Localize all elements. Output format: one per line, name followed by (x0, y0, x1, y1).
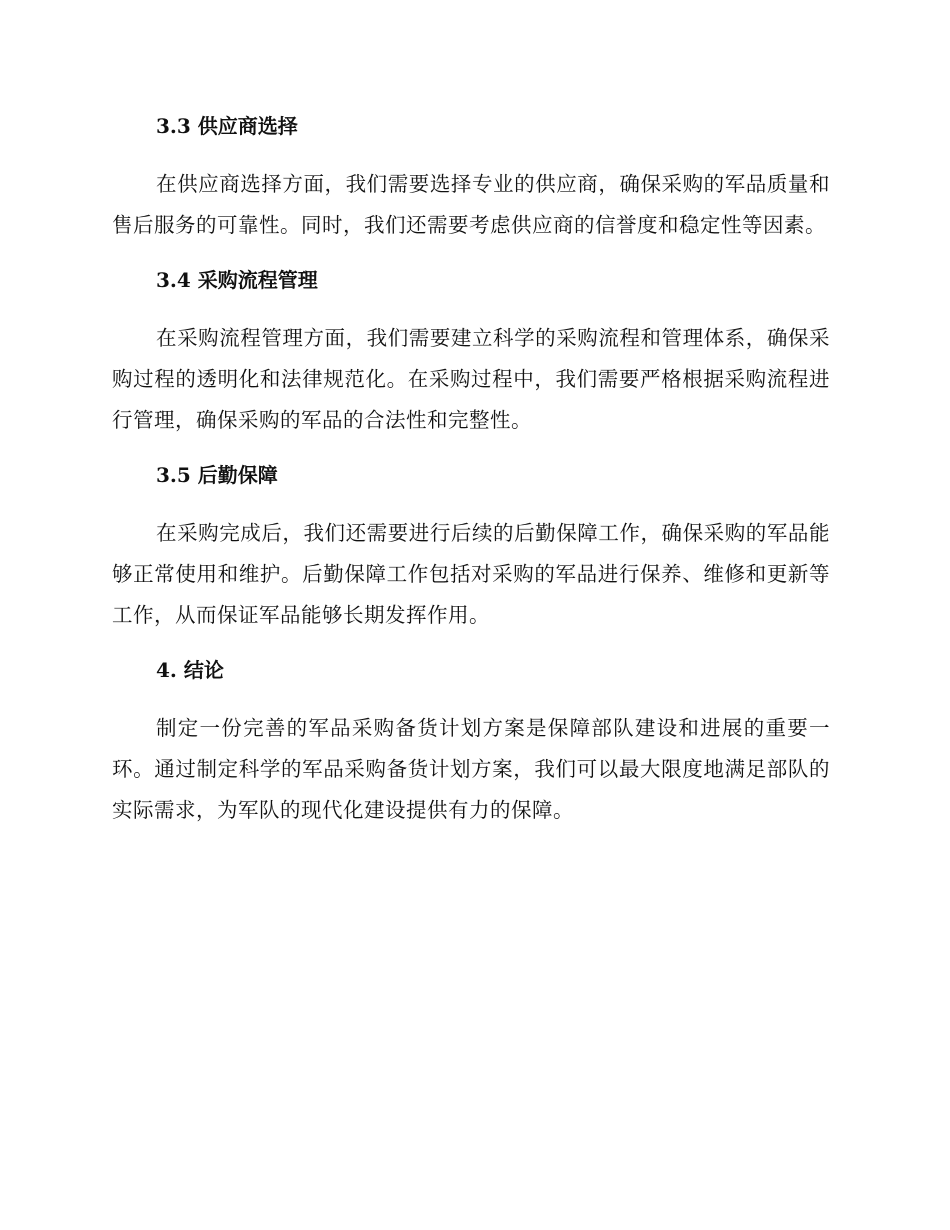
section-heading: 3.5 后勤保障 (156, 463, 278, 487)
section-conclusion (112, 654, 830, 831)
document-content (112, 110, 830, 849)
section-paragraph: 在采购完成后，我们还需要进行后续的后勤保障工作，确保采购的军品能够正常使用和维护。后勤保障工作包括对采购的军品进行保养、维修和更新等工作，从而保证军品能够长期发挥作用。 (112, 521, 830, 627)
section-paragraph: 在采购流程管理方面，我们需要建立科学的采购流程和管理体系，确保采购过程的透明化和法律规范化。在采购过程中，我们需要严格根据采购流程进行管理，确保采购的军品的合法性和完整性。 (112, 326, 830, 432)
section-procurement-process (112, 264, 830, 441)
section-heading: 4. 结论 (156, 658, 224, 682)
section-paragraph: 制定一份完善的军品采购备货计划方案是保障部队建设和进展的重要一环。通过制定科学的军品采购备货计划方案，我们可以最大限度地满足部队的实际需求，为军队的现代化建设提供有力的保障。 (112, 716, 830, 822)
section-paragraph: 在供应商选择方面，我们需要选择专业的供应商，确保采购的军品质量和售后服务的可靠性。同时，我们还需要考虑供应商的信誉度和稳定性等因素。 (112, 172, 830, 237)
section-heading: 3.3 供应商选择 (156, 114, 298, 138)
section-heading: 3.4 采购流程管理 (156, 268, 318, 292)
section-logistics (112, 459, 830, 636)
section-supplier-selection (112, 110, 830, 246)
